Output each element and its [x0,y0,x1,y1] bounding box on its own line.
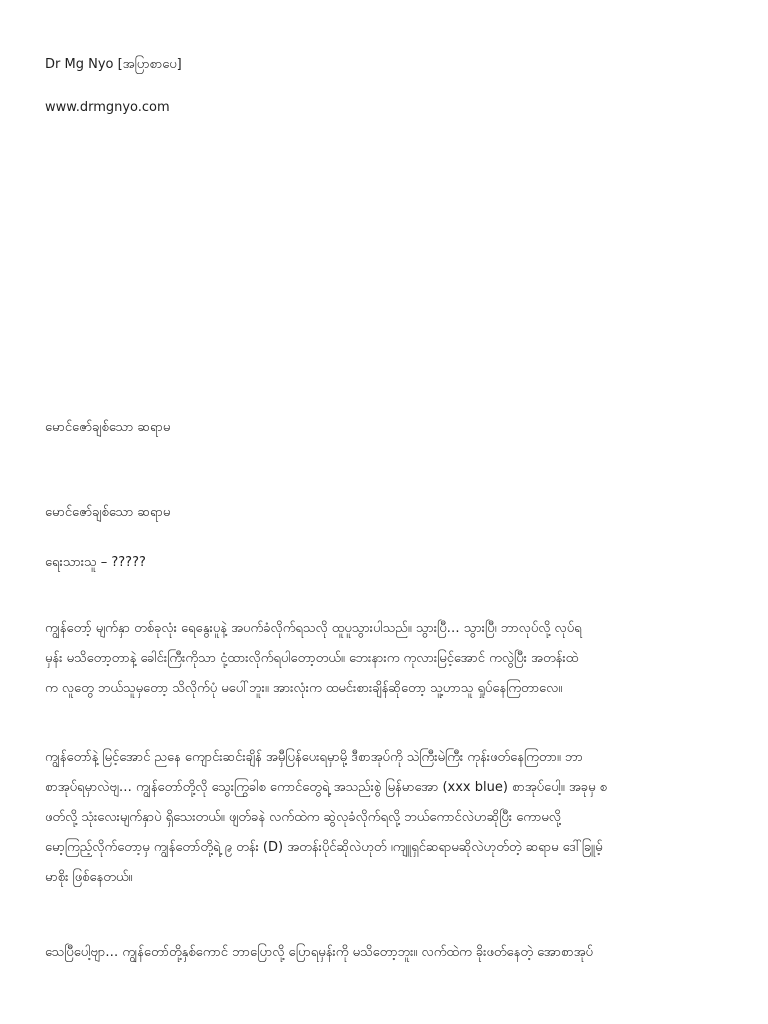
story-title: မောင်ဇော်ချစ်သော ဆရာမ [45,420,171,435]
author-name: Dr Mg Nyo [အပြာစာပေ] [45,57,182,72]
author-byline: ရေးသားသူ – ????? [45,555,146,570]
paragraph [45,743,725,893]
paragraph-line: ကျွန်တော့် မျက်နှာ တစ်ခုလုံး ရေနွေးပူနဲ့ အပက်ခံလိုက်ရသလို ထူပူသွားပါသည်။ သွားပြီ… သွားပြီ၊ ဘာလုပ်လို့ လုပ်ရ [45,621,582,636]
paragraph-line: မော့ကြည့်လိုက်တော့မှ ကျွန်တော်တို့ရဲ့ ၉ တန်း (D) အတန်းပိုင်ဆိုလဲဟုတ် ၊ကျူရှင်ဆရာမဆိုလဲဟုတ်တဲ့ ဆရာမ ဒေါ်ခြူမ့် [45,840,603,855]
paragraph-line: မှန်း မသိတော့တာနဲ့ ခေါင်းကြီးကိုသာ ငုံ့ထားလိုက်ရပါတော့တယ်။ ဘေးနားက ကုလားမြင့်အောင် ကလွဲပြီး အတန်းထဲ [45,651,579,666]
paragraph-line: ကျွန်တော်နဲ့ မြင့်အောင် ညနေ ကျောင်းဆင်းချိန် အမှီပြန်ပေးရမှာမို့ ဒီစာအုပ်ကို သဲကြီးမဲကြီး ကုန်းဖတ်နေကြတာ။ ဘာ [45,750,583,765]
paragraph [45,614,725,704]
paragraph-line: စာအုပ်ရမှာလဲဗျ… ကျွန်တော်တို့လို သွေးကြွခါစ ကောင်တွေရဲ့ အသည်းစွဲ မြန်မာအော (xxx blue) စာအုပ်ပေါ့။ အခုမှ စ [45,780,607,795]
paragraph-line: သေပြီပေါ့ဗျာ… ကျွန်တော်တို့နှစ်ကောင် ဘာပြောလို့ ပြောရမှန်းကို မသိတော့ဘူး။ လက်ထဲက ခိုးဖတ်နေတဲ့ အောစာအုပ် [45,945,593,960]
website-url: www.drmgnyo.com [45,100,170,115]
paragraph-line: မာစိုး ဖြစ်နေတယ်။ [45,870,133,885]
paragraph-line: ဖတ်လို့ သုံးလေးမျက်နှာပဲ ရှိသေးတယ်။ ဖျတ်ခနဲ လက်ထဲက ဆွဲလုခံလိုက်ရလို့ ဘယ်ကောင်လဲဟဆိုပြီး ကောမလို့ [45,810,561,825]
story-title-repeat: မောင်ဇော်ချစ်သော ဆရာမ [45,505,171,520]
paragraph [45,938,725,968]
paragraph-line: က လူတွေ ဘယ်သူမှတော့ သိလိုက်ပုံ မပေါ်ဘူး။ အားလုံးက ထမင်းစားချိန်ဆိုတော့ သူ့ဟာသူ ရှုပ်နေကြတာလေ။ [45,681,563,696]
